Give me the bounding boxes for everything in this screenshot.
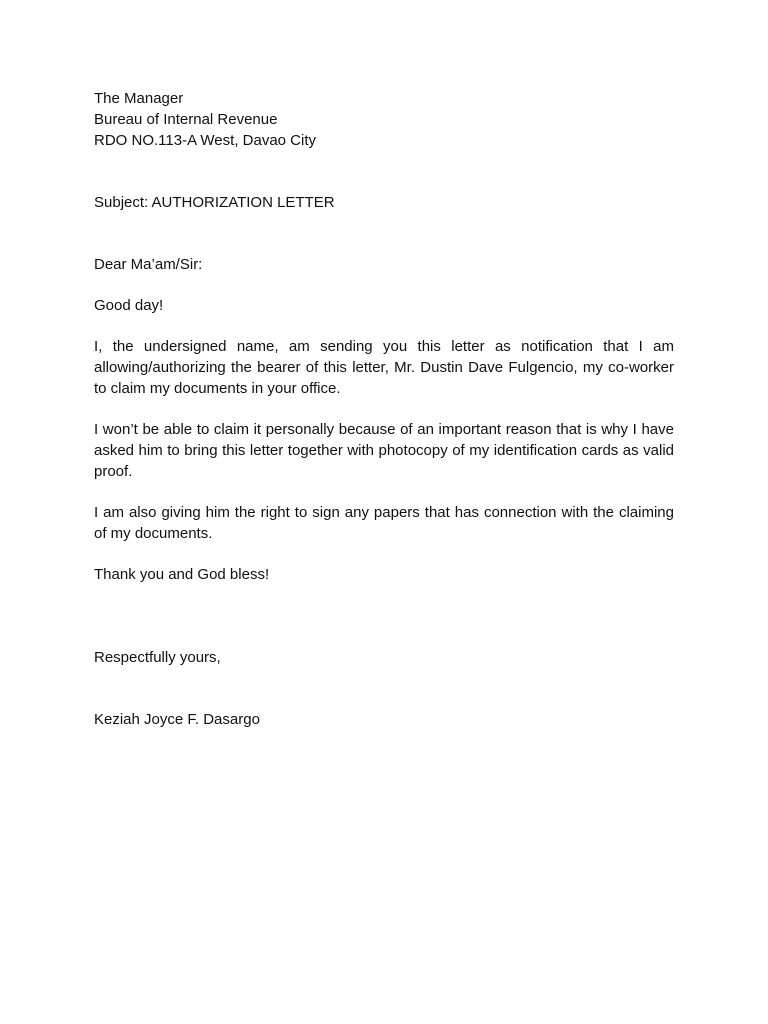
recipient-office: Bureau of Internal Revenue xyxy=(94,111,278,128)
paragraph-authorization: I, the undersigned name, am sending you this letter as notification that I am allowing/authorizing the bearer of this letter, Mr. Dustin Dave Fulgencio, my co-worker to claim my documents in your office. xyxy=(94,338,674,397)
recipient-title: The Manager xyxy=(94,90,184,107)
salutation: Dear Ma’am/Sir: xyxy=(94,256,203,273)
paragraph-reason: I won’t be able to claim it personally because of an important reason that is why I have asked him to bring this letter together with photocopy of my identification cards as valid proof. xyxy=(94,421,674,480)
recipient-location: RDO NO.113-A West, Davao City xyxy=(94,132,317,149)
letter-body xyxy=(94,88,674,730)
spacer xyxy=(94,585,674,647)
spacer xyxy=(94,316,674,336)
paragraph-signing-right: I am also giving him the right to sign any papers that has connection with the claiming of my documents. xyxy=(94,504,674,542)
spacer xyxy=(94,275,674,295)
spacer xyxy=(94,399,674,419)
spacer xyxy=(94,151,674,192)
spacer xyxy=(94,482,674,502)
spacer xyxy=(94,544,674,564)
greeting: Good day! xyxy=(94,297,164,314)
recipient-address xyxy=(94,88,674,151)
subject-line: Subject: AUTHORIZATION LETTER xyxy=(94,194,335,211)
thanks-line: Thank you and God bless! xyxy=(94,566,270,583)
spacer xyxy=(94,213,674,254)
closing-line: Respectfully yours, xyxy=(94,649,221,666)
signatory-name: Keziah Joyce F. Dasargo xyxy=(94,711,260,728)
spacer xyxy=(94,668,674,709)
